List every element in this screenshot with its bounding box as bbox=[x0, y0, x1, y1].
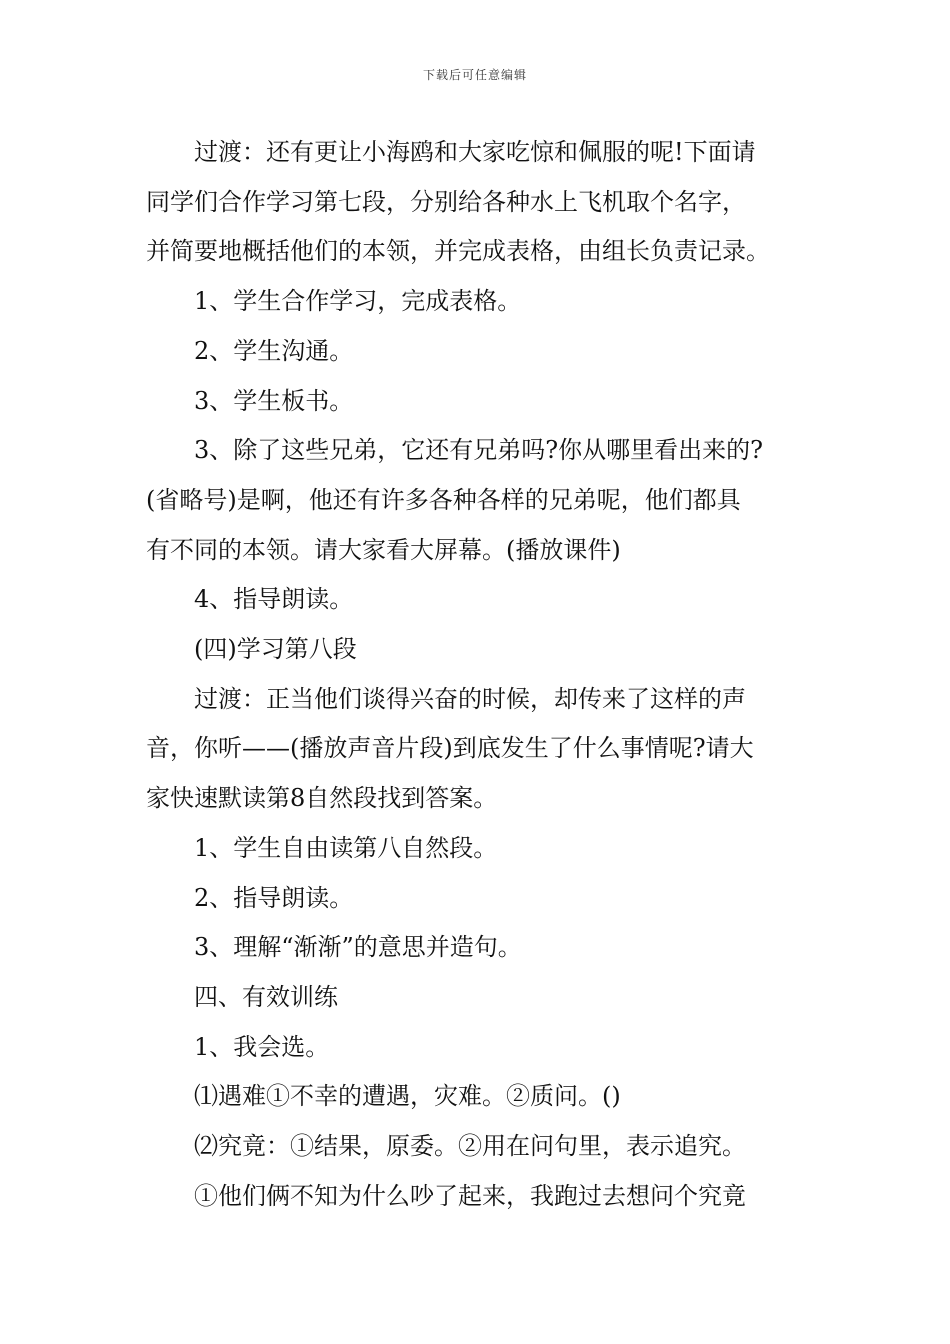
text-line: 并简要地概括他们的本领，并完成表格，由组长负责记录。 bbox=[146, 237, 770, 266]
paragraph-step-2 bbox=[146, 327, 806, 377]
paragraph-sentence-1 bbox=[146, 1172, 806, 1222]
page-header: 下载后可任意编辑 bbox=[422, 68, 527, 82]
text-line: 2、指导朗读。 bbox=[194, 883, 354, 912]
text-line: 有不同的本领。请大家看大屏幕。(播放课件) bbox=[146, 535, 621, 564]
text-line: 3、学生板书。 bbox=[194, 386, 354, 415]
paragraph-understanding bbox=[146, 923, 806, 973]
text-line: 3、除了这些兄弟，它还有兄弟吗?你从哪里看出来的? bbox=[194, 436, 764, 465]
paragraph-choose bbox=[146, 1023, 806, 1073]
text-line: ⑴遇难①不幸的遭遇，灾难。②质问。() bbox=[194, 1082, 621, 1111]
paragraph-step-1 bbox=[146, 277, 806, 327]
text-line: ⑵究竟：①结果，原委。②用在问句里，表示追究。 bbox=[194, 1132, 746, 1161]
text-line: 音，你听——(播放声音片段)到底发生了什么事情呢?请大 bbox=[146, 734, 754, 763]
text-line: 3、理解“渐渐”的意思并造句。 bbox=[194, 933, 522, 962]
document-body bbox=[146, 128, 806, 1221]
section-heading-four bbox=[146, 625, 806, 675]
text-line: (四)学习第八段 bbox=[194, 635, 357, 664]
text-line: 1、学生合作学习，完成表格。 bbox=[194, 287, 522, 316]
text-line: 1、学生自由读第八自然段。 bbox=[194, 833, 498, 862]
text-line: ①他们俩不知为什么吵了起来，我跑过去想问个究竟 bbox=[194, 1181, 746, 1210]
section-heading-training bbox=[146, 973, 806, 1023]
text-line: 过渡：正当他们谈得兴奋的时候，却传来了这样的声 bbox=[194, 684, 746, 713]
paragraph-reading-guide bbox=[146, 575, 806, 625]
paragraph-free-reading bbox=[146, 824, 806, 874]
paragraph-transition-2 bbox=[146, 675, 806, 824]
paragraph-brothers bbox=[146, 426, 806, 575]
text-line: 4、指导朗读。 bbox=[194, 585, 354, 614]
text-line: 同学们合作学习第七段，分别给各种水上飞机取个名字， bbox=[146, 187, 746, 216]
paragraph-item-1 bbox=[146, 1072, 806, 1122]
paragraph-step-3 bbox=[146, 377, 806, 427]
text-line: 过渡：还有更让小海鸥和大家吃惊和佩服的呢!下面请 bbox=[194, 138, 756, 166]
text-line: (省略号)是啊，他还有许多各种各样的兄弟呢，他们都具 bbox=[146, 485, 741, 514]
text-line: 四、有效训练 bbox=[194, 982, 338, 1011]
paragraph-reading-guide-2 bbox=[146, 874, 806, 924]
paragraph-transition-1 bbox=[146, 128, 806, 277]
text-line: 2、学生沟通。 bbox=[194, 336, 354, 365]
text-line: 家快速默读第8自然段找到答案。 bbox=[146, 784, 498, 813]
paragraph-item-2 bbox=[146, 1122, 806, 1172]
text-line: 1、我会选。 bbox=[194, 1032, 330, 1061]
